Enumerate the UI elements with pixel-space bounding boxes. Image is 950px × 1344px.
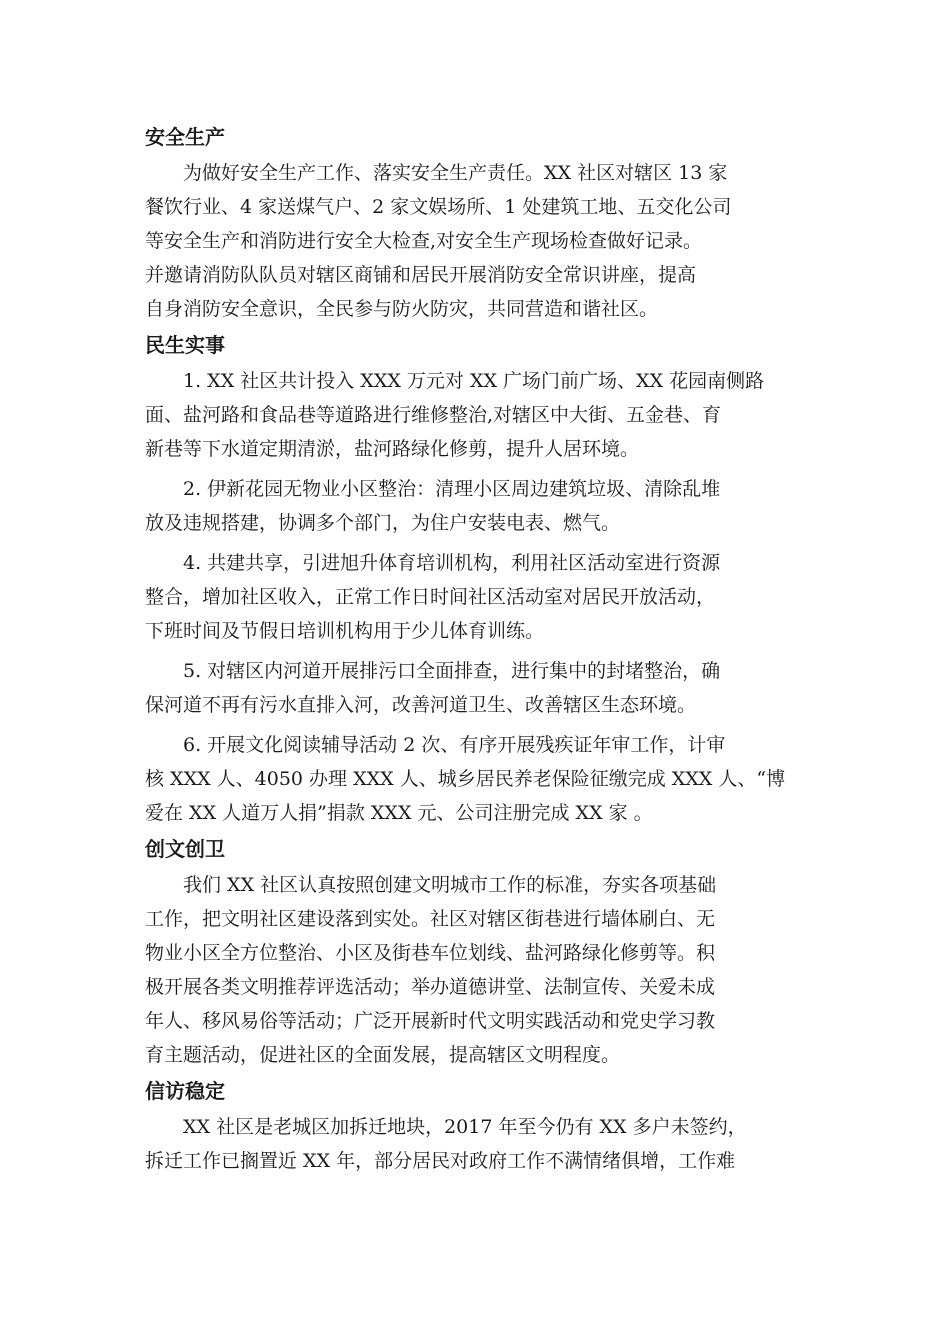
section-title-livelihood: 民生实事 [145,333,225,357]
paragraph-livelihood-5 [145,654,805,722]
text-line: 为做好安全生产工作、落实安全生产责任。XX 社区对辖区 13 家 [183,162,728,184]
text-line: 面、盐河路和食品巷等道路进行维修整治,对辖区中大街、五金巷、育 [145,404,722,426]
text-line: 下班时间及节假日培训机构用于少儿体育训练。 [145,620,545,642]
text-line: 物业小区全方位整治、小区及街巷车位划线、盐河路绿化修剪等。积 [145,942,716,964]
text-line: 2. 伊新花园无物业小区整治：清理小区周边建筑垃圾、清除乱堆 [183,478,721,500]
text-line: 4. 共建共享，引进旭升体育培训机构，利用社区活动室进行资源 [183,552,721,574]
text-line: 整合，增加社区收入，正常工作日时间社区活动室对居民开放活动， [145,586,716,608]
text-line: 等安全生产和消防进行安全大检查,对安全生产现场检查做好记录。 [145,230,703,252]
text-line: 核 XXX 人、4050 办理 XXX 人、城乡居民养老保险征缴完成 XXX 人、“博 [145,768,786,790]
text-line: 保河道不再有污水直排入河，改善河道卫生、改善辖区生态环境。 [145,694,697,716]
paragraph-civilization [145,868,805,1072]
text-line: 爱在 XX 人道万人捐”捐款 XXX 元、公司注册完成 XX 家 。 [145,802,653,824]
text-line: 放及违规搭建，协调多个部门，为住户安装电表、燃气。 [145,512,621,534]
text-line: XX 社区是老城区加拆迁地块，2017 年至今仍有 XX 多户未签约， [183,1116,747,1138]
section-title-civilization: 创文创卫 [145,837,225,861]
section-title-safety: 安全生产 [145,125,225,149]
paragraph-petition [145,1110,805,1178]
text-line: 极开展各类文明推荐评选活动；举办道德讲堂、法制宣传、关爱未成 [145,976,716,998]
paragraph-livelihood-6 [145,728,805,830]
text-line: 1. XX 社区共计投入 XXX 万元对 XX 广场门前广场、XX 花园南侧路 [183,370,765,392]
section-title-petition: 信访稳定 [145,1079,225,1103]
paragraph-livelihood-4 [145,546,805,648]
paragraph-livelihood-1 [145,364,805,466]
text-line: 餐饮行业、4 家送煤气户、2 家文娱场所、1 处建筑工地、五交化公司 [145,196,732,218]
text-line: 新巷等下水道定期清淤，盐河路绿化修剪，提升人居环境。 [145,438,640,460]
text-line: 自身消防安全意识，全民参与防火防灾，共同营造和谐社区。 [145,298,659,320]
text-line: 6. 开展文化阅读辅导活动 2 次、有序开展残疾证年审工作，计审 [183,734,726,756]
text-line: 5. 对辖区内河道开展排污口全面排查，进行集中的封堵整治，确 [183,660,721,682]
text-line: 年人、移风易俗等活动；广泛开展新时代文明实践活动和党史学习教 [145,1010,716,1032]
text-line: 拆迁工作已搁置近 XX 年，部分居民对政府工作不满情绪俱增，工作难 [145,1150,736,1172]
document-page [145,118,805,1178]
text-line: 工作，把文明社区建设落到实处。社区对辖区街巷进行墙体刷白、无 [145,908,716,930]
text-line: 我们 XX 社区认真按照创建文明城市工作的标准，夯实各项基础 [183,874,717,896]
paragraph-safety [145,156,805,326]
text-line: 育主题活动，促进社区的全面发展，提高辖区文明程度。 [145,1044,621,1066]
text-line: 并邀请消防队队员对辖区商铺和居民开展消防安全常识讲座，提高 [145,264,697,286]
paragraph-livelihood-2 [145,472,805,540]
